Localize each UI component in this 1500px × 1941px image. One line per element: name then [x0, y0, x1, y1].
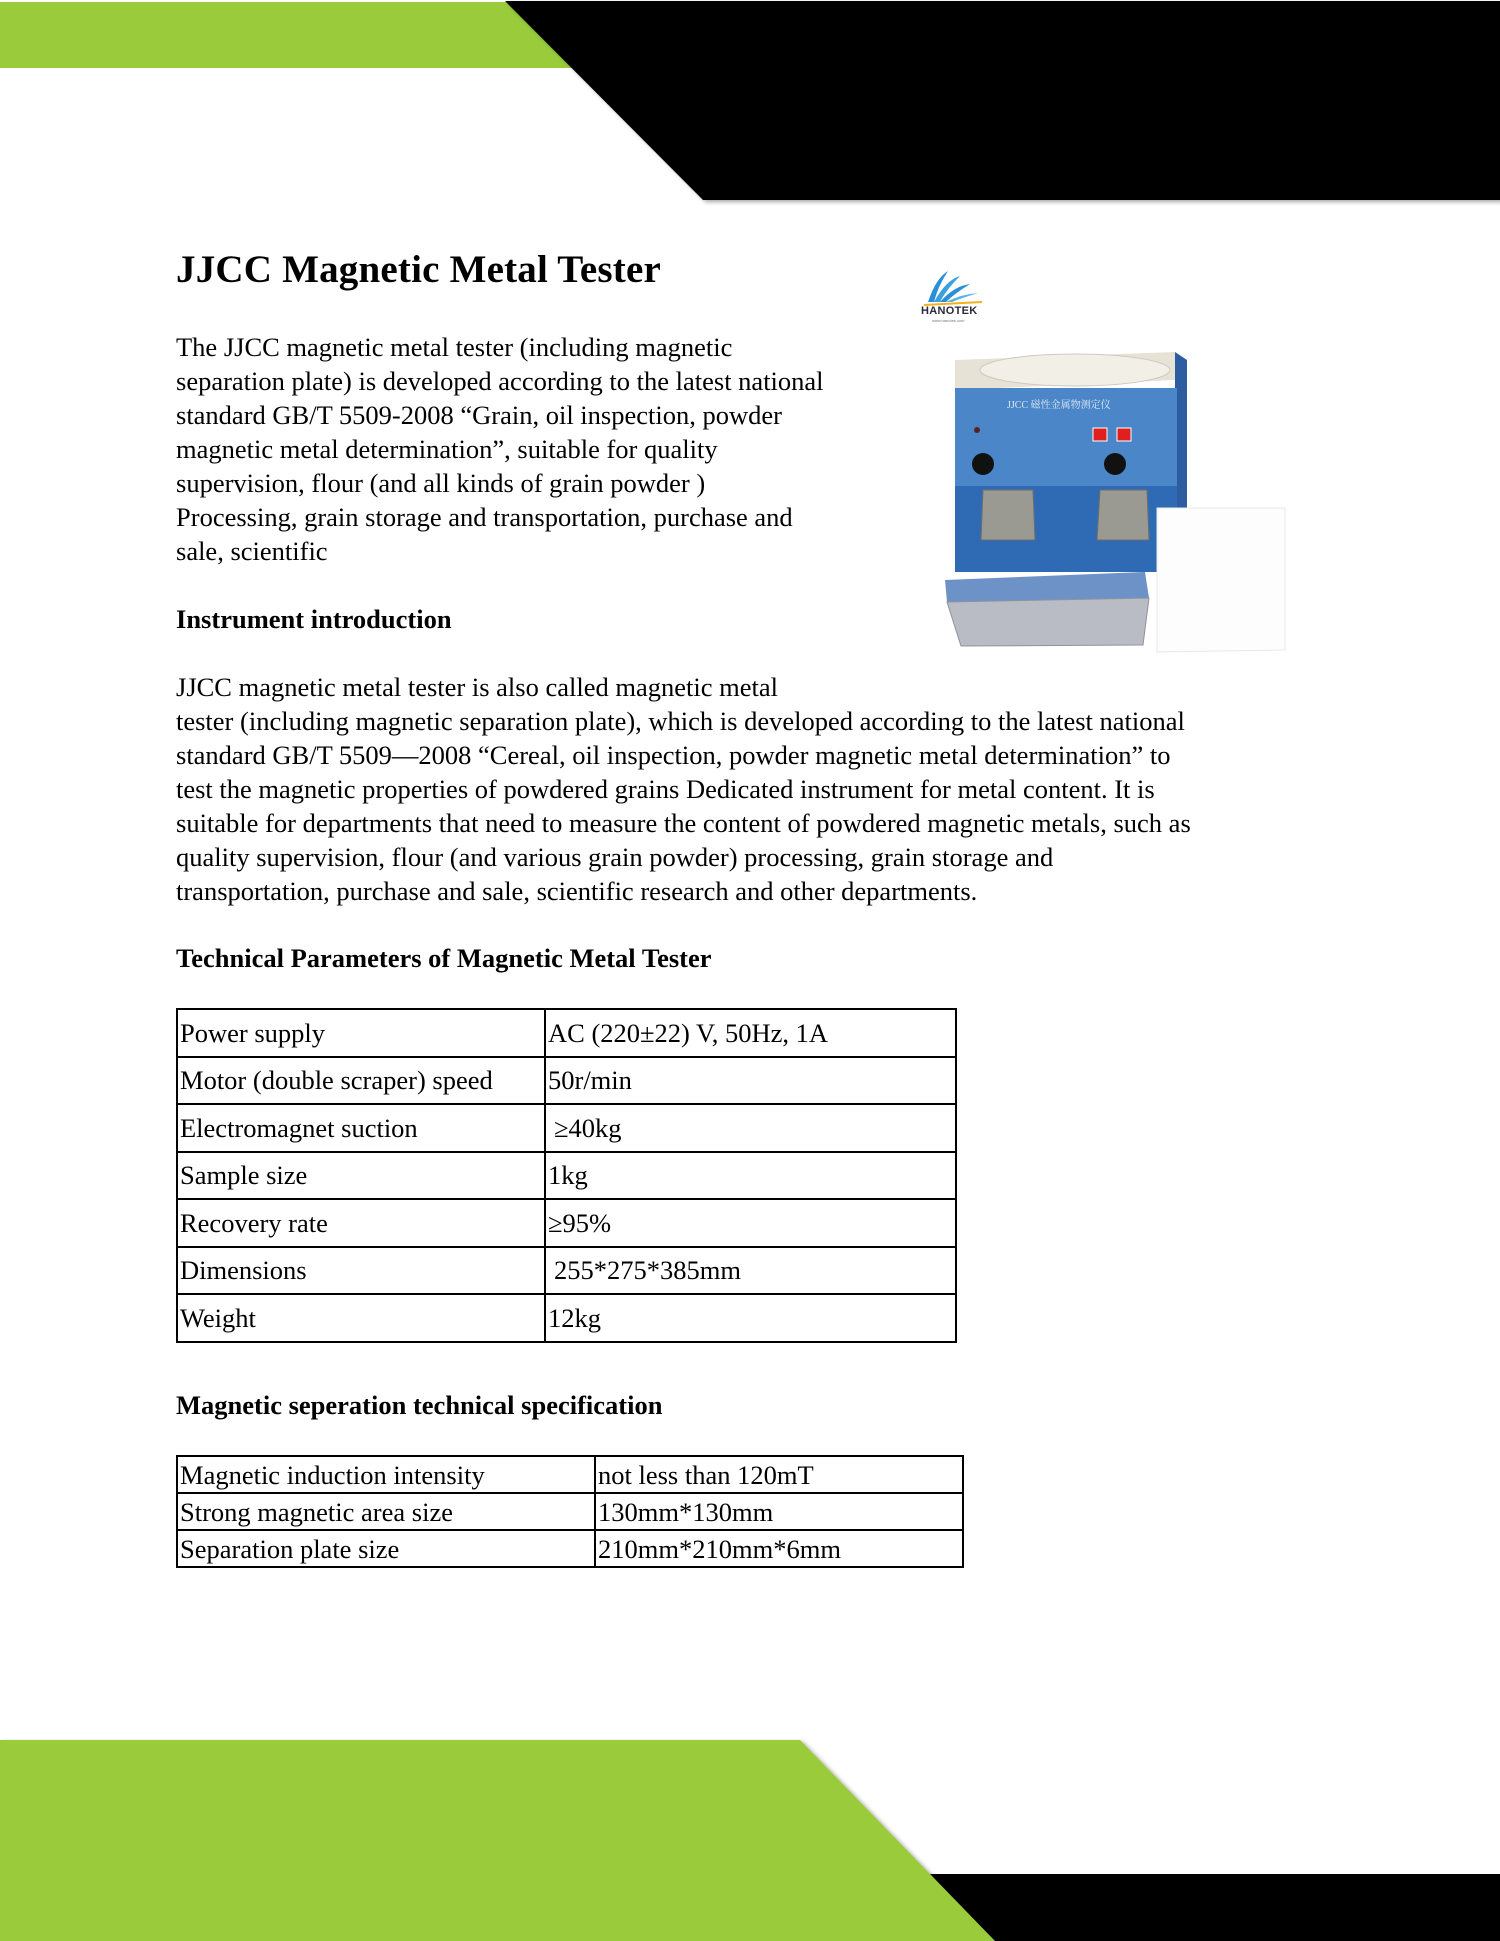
intro-line: standard GB/T 5509-2008 “Grain, oil inspection, powder: [176, 400, 782, 430]
table-row: [177, 1530, 963, 1567]
table-row: [177, 1009, 956, 1057]
table-row: [177, 1104, 956, 1152]
table-row: [177, 1247, 956, 1295]
table-row: [177, 1152, 956, 1200]
intro-line: supervision, flour (and all kinds of grain powder ): [176, 468, 706, 498]
spec-value: not less than 120mT: [595, 1456, 963, 1493]
magnetic-separation-heading: Magnetic seperation technical specification: [176, 1390, 663, 1420]
logo-brand-text: HANOTEK: [921, 305, 978, 317]
red-button-right: [1117, 428, 1131, 441]
param-label: Recovery rate: [177, 1199, 545, 1247]
intro2-line: suitable for departments that need to measure the content of powdered magnetic metals, such as: [176, 808, 1191, 838]
knob-right-icon: [1104, 453, 1126, 475]
header-black-band: [505, 1, 1500, 200]
spec-value: 130mm*130mm: [595, 1493, 963, 1530]
spec-label: Separation plate size: [177, 1530, 595, 1567]
footer-black-band: [930, 1874, 1500, 1941]
param-label: Power supply: [177, 1009, 545, 1057]
intro-line: Processing, grain storage and transportation, purchase and: [176, 502, 793, 532]
header-green-band: [0, 2, 620, 68]
brand-logo: [918, 268, 998, 324]
red-button-left: [1093, 428, 1107, 441]
table-row: [177, 1199, 956, 1247]
param-label: Motor (double scraper) speed: [177, 1057, 545, 1105]
table-row: [177, 1493, 963, 1530]
intro2-line: quality supervision, flour (and various grain powder) processing, grain storage and: [176, 842, 1054, 872]
param-label: Electromagnet suction: [177, 1104, 545, 1152]
param-label: Sample size: [177, 1152, 545, 1200]
intro2-line: test the magnetic properties of powdered grains Dedicated instrument for metal content. It is: [176, 774, 1155, 804]
instrument-introduction-paragraph: [176, 670, 1326, 908]
param-value: ≥40kg: [545, 1104, 956, 1152]
spec-value: 210mm*210mm*6mm: [595, 1530, 963, 1567]
param-value: 50r/min: [545, 1057, 956, 1105]
indicator-light-icon: [974, 427, 980, 433]
param-label: Weight: [177, 1294, 545, 1342]
param-value: 255*275*385mm: [545, 1247, 956, 1295]
param-label: Dimensions: [177, 1247, 545, 1295]
product-panel-label: JJCC 磁性金属物测定仪: [1007, 400, 1111, 411]
intro-paragraph: [176, 330, 906, 568]
product-image: [935, 340, 1305, 670]
table-row: [177, 1456, 963, 1493]
spec-label: Magnetic induction intensity: [177, 1456, 595, 1493]
table-row: [177, 1294, 956, 1342]
spec-label: Strong magnetic area size: [177, 1493, 595, 1530]
param-value: AC (220±22) V, 50Hz, 1A: [545, 1009, 956, 1057]
intro2-line: standard GB/T 5509—2008 “Cereal, oil inspection, powder magnetic metal determination” to: [176, 740, 1171, 770]
intro-line: separation plate) is developed according to the latest national: [176, 366, 824, 396]
intro2-line: tester (including magnetic separation plate), which is developed according to the latest national: [176, 706, 1185, 736]
instrument-introduction-heading: Instrument introduction: [176, 604, 452, 634]
knob-left-icon: [972, 453, 994, 475]
param-value: 1kg: [545, 1152, 956, 1200]
intro-line: magnetic metal determination”, suitable for quality: [176, 434, 718, 464]
intro-line: The JJCC magnetic metal tester (including magnetic: [176, 332, 733, 362]
intro-line: sale, scientific: [176, 536, 328, 566]
param-value: ≥95%: [545, 1199, 956, 1247]
param-value: 12kg: [545, 1294, 956, 1342]
intro2-line: transportation, purchase and sale, scientific research and other departments.: [176, 876, 978, 906]
technical-parameters-table: [176, 1008, 957, 1343]
logo-rays-icon: [918, 268, 998, 308]
magnetic-separation-table: [176, 1455, 964, 1568]
logo-subtitle: www.hanotek.com: [932, 318, 965, 323]
table-row: [177, 1057, 956, 1105]
intro2-line: JJCC magnetic metal tester is also called magnetic metal: [176, 672, 778, 702]
technical-parameters-heading: Technical Parameters of Magnetic Metal Tester: [176, 943, 712, 973]
page-title: JJCC Magnetic Metal Tester: [176, 248, 661, 291]
footer-green-band: [0, 1740, 995, 1941]
